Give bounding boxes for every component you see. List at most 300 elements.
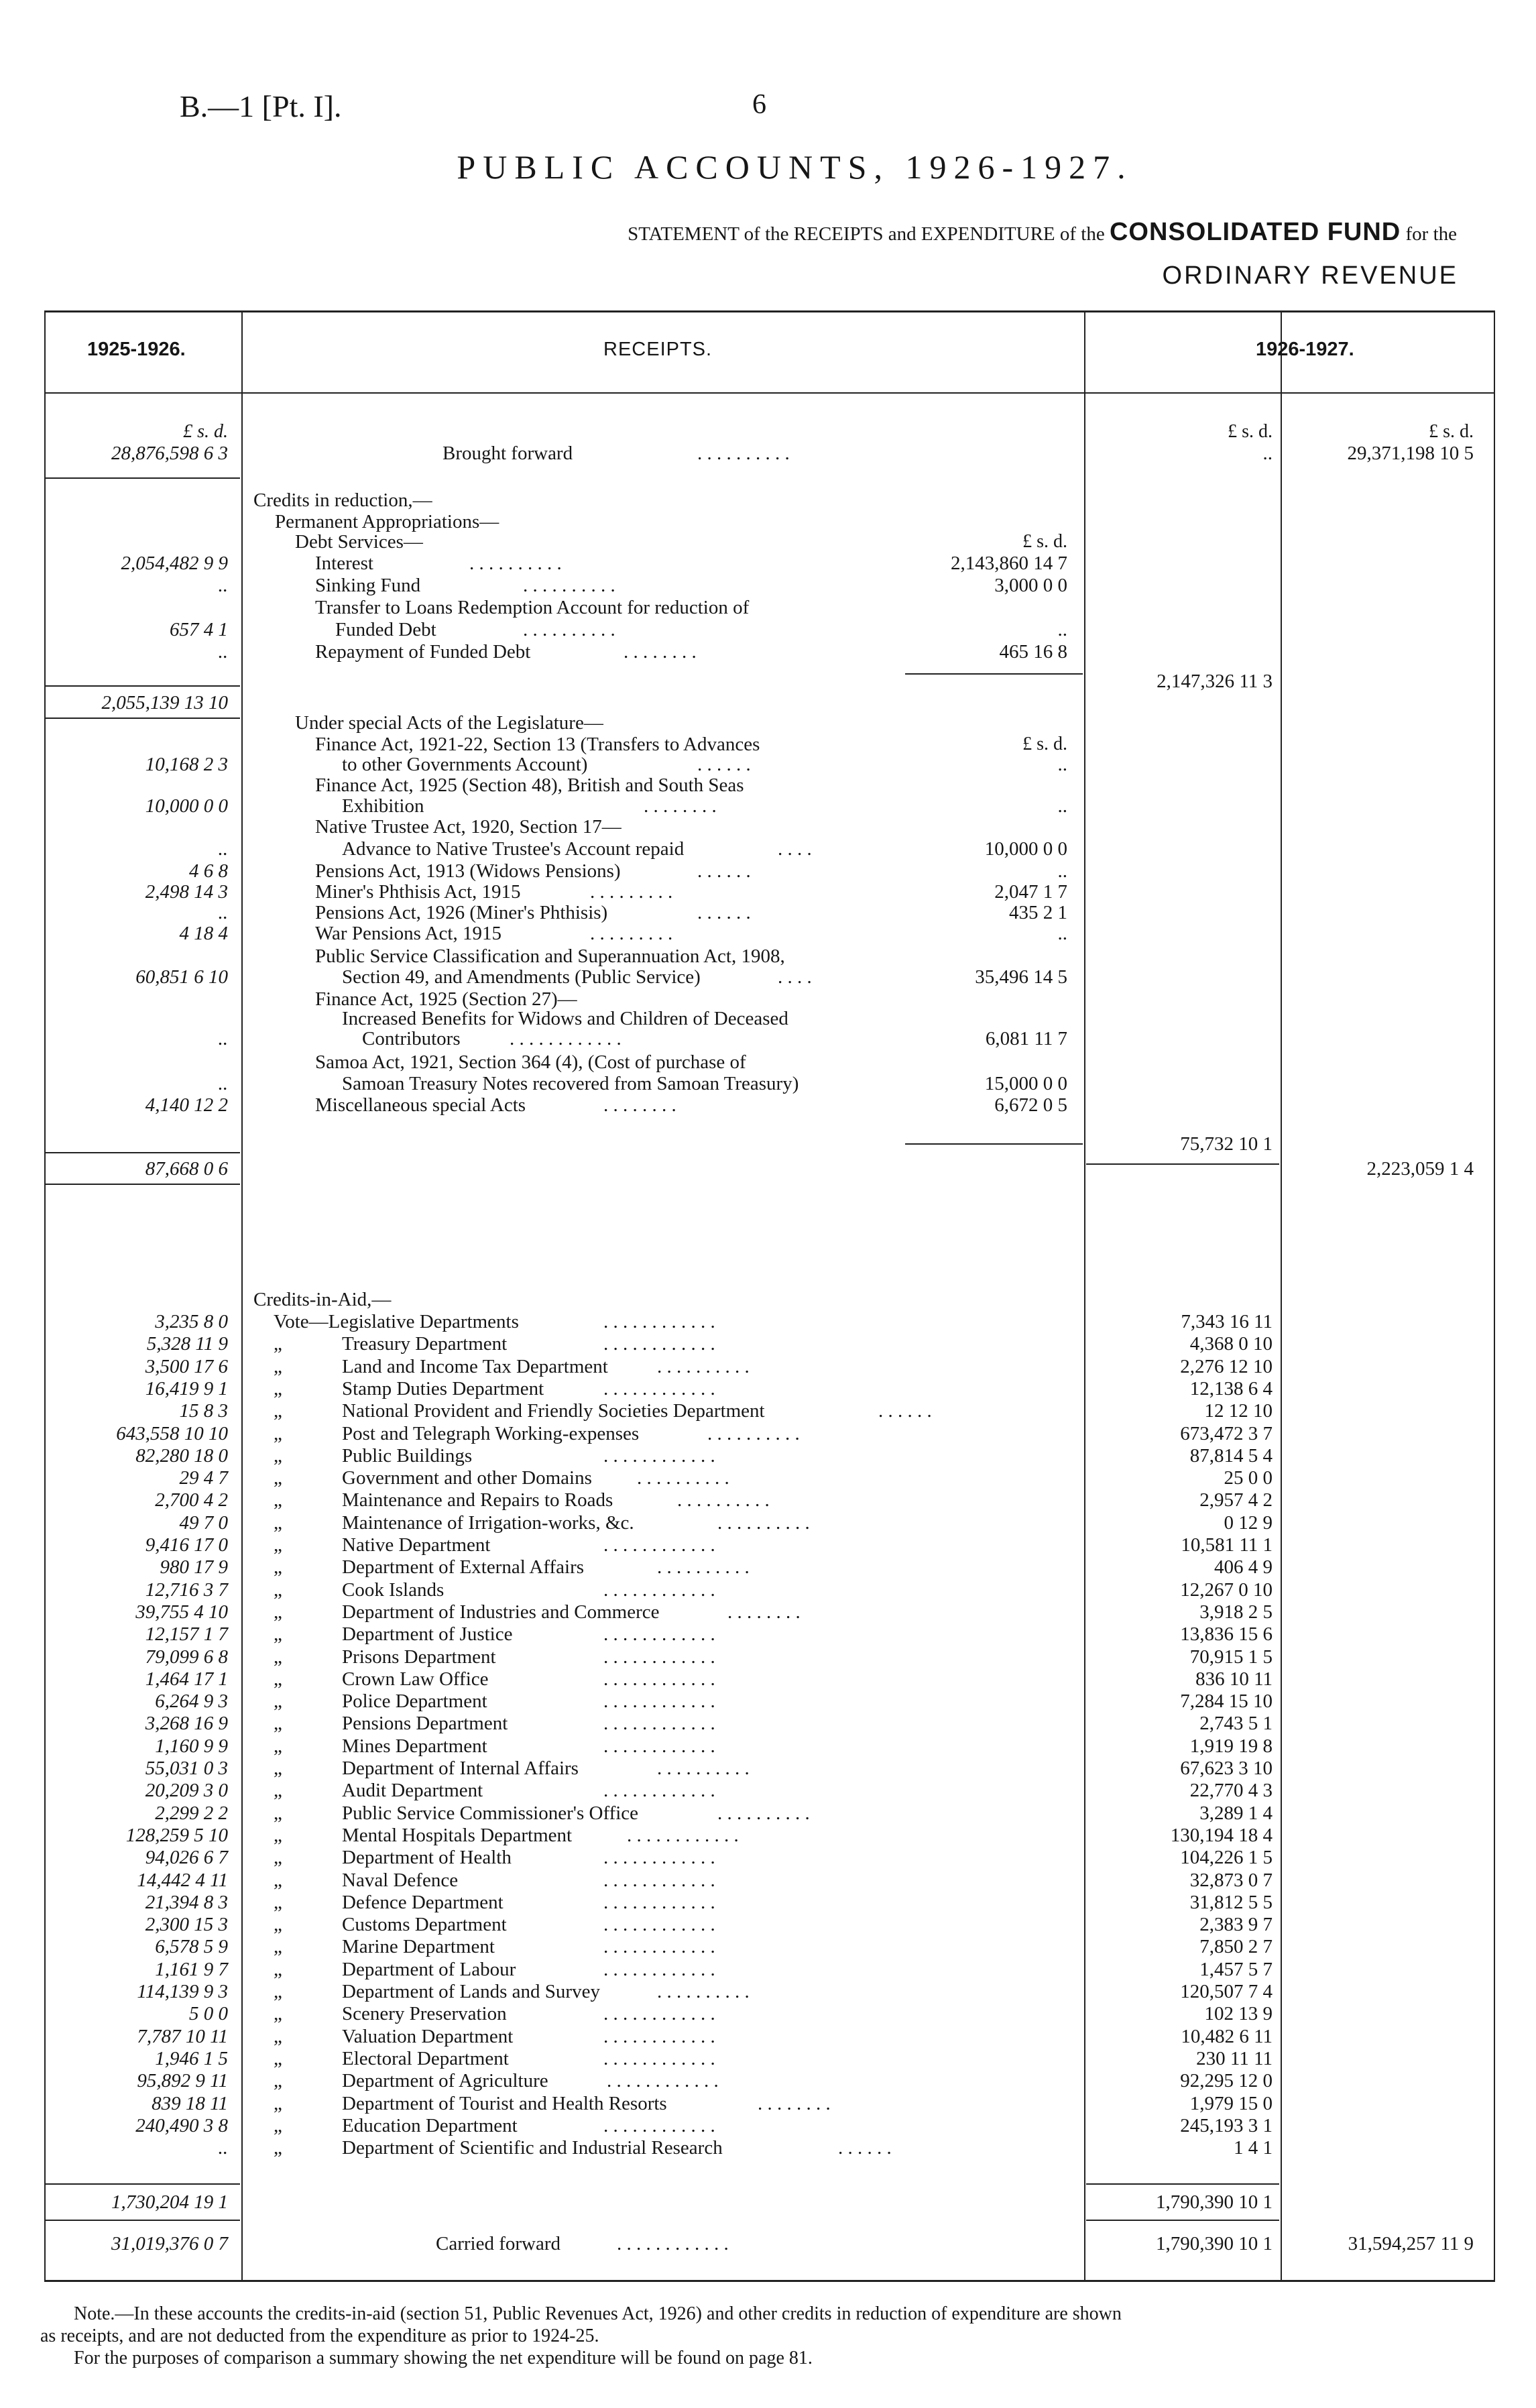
footnote-line-2: as receipts, and are not deducted from the expenditure as prior to 1924-25. (40, 2326, 599, 2346)
ditto-mark: „ (274, 1690, 282, 1713)
inner-amount: .. (1057, 619, 1067, 640)
prior-amount: 4 18 4 (179, 923, 228, 944)
ditto-mark: „ (274, 1377, 282, 1399)
table-row (0, 881, 1536, 903)
current-amount: 2,276 12 10 (1180, 1355, 1273, 1377)
prior-amount: 240,490 3 8 (135, 2114, 228, 2136)
current-amount: 1,979 15 0 (1189, 2092, 1273, 2114)
current-amount: 12,138 6 4 (1189, 1377, 1273, 1399)
table-row (0, 2115, 1536, 2136)
currency-unit-row (0, 421, 1536, 443)
leader-dots: . . . . . . . . . . (657, 1355, 750, 1377)
ditto-mark: „ (274, 1467, 282, 1489)
table-row (0, 1445, 1536, 1467)
statement-suffix: for the (1405, 223, 1457, 245)
ditto-mark: „ (274, 1668, 282, 1690)
inner-amount: .. (1057, 860, 1067, 882)
section1-subtotal-prior: 2,055,139 13 10 (101, 692, 228, 713)
prior-amount: 82,280 18 0 (135, 1444, 228, 1467)
section1-subtotal-row (0, 692, 1536, 713)
leader-dots: . . . . . . . . . . (717, 1802, 810, 1824)
ditto-mark: „ (274, 2092, 282, 2114)
item-label: Vote—Legislative Departments (274, 1311, 519, 1332)
ditto-mark: „ (274, 2047, 282, 2069)
item-label: National Provident and Friendly Societies Department (342, 1400, 765, 1422)
leader-dots: . . . . (778, 966, 812, 988)
leader-dots: . . . . . . (697, 754, 751, 775)
item-label: Cook Islands (342, 1579, 445, 1601)
item-label: Department of Lands and Survey (342, 1981, 600, 2002)
section-title (0, 490, 1536, 511)
ditto-mark: „ (274, 1601, 282, 1623)
prior-amount: 1,160 9 9 (155, 1735, 228, 1757)
current-amount: 1,457 5 7 (1199, 1958, 1273, 1980)
item-label: Scenery Preservation (342, 2003, 507, 2025)
prior-amount: 1,161 9 7 (155, 1958, 228, 1980)
prior-amount: 49 7 0 (179, 1511, 228, 1534)
table-row (0, 1556, 1536, 1578)
column-header-current-year: 1926-1927. (1256, 339, 1354, 360)
table-row (0, 1646, 1536, 1668)
leader-dots: . . . . . . . . . . . . (603, 1623, 715, 1646)
brought-forward-current: .. (1262, 443, 1273, 464)
ditto-mark: „ (274, 1400, 282, 1422)
item-label: Samoan Treasury Notes recovered from Samoan Treasury) (342, 1073, 799, 1094)
table-row (0, 775, 1536, 796)
item-label: Finance Act, 1921-22, Section 13 (Transfers to Advances (315, 734, 760, 755)
table-row (0, 1780, 1536, 1801)
current-amount: 245,193 3 1 (1180, 2114, 1273, 2136)
table-row (0, 1073, 1536, 1094)
inner-amount: 465 16 8 (999, 641, 1067, 663)
table-row (0, 2137, 1536, 2159)
prior-amount: 2,300 15 3 (145, 1914, 228, 1936)
ditto-mark: „ (274, 1489, 282, 1511)
current-amount: 1 4 1 (1234, 2137, 1273, 2159)
ditto-mark: „ (274, 1824, 282, 1846)
leader-dots: . . . . . . . . . . (637, 1467, 729, 1489)
section2-total: 2,223,059 1 4 (1366, 1158, 1474, 1180)
carried-forward-prior: 31,019,376 0 7 (111, 2233, 228, 2254)
table-row (0, 988, 1536, 1010)
leader-dots: . . . . . . . . . . . . (603, 1713, 715, 1735)
item-label: Maintenance and Repairs to Roads (342, 1489, 613, 1511)
item-label: Prisons Department (342, 1646, 496, 1668)
table-row (0, 1802, 1536, 1824)
ditto-mark: „ (274, 1802, 282, 1824)
leader-dots: . . . . . . (878, 1400, 932, 1422)
ditto-mark: „ (274, 1444, 282, 1467)
item-label: Naval Defence (342, 1869, 459, 1891)
table-row (0, 2048, 1536, 2069)
table-row (0, 1981, 1536, 2002)
prior-amount: 2,700 4 2 (155, 1489, 228, 1511)
prior-amount: 4,140 12 2 (145, 1094, 228, 1116)
table-row (0, 1512, 1536, 1534)
table-row (0, 1601, 1536, 1623)
inner-amount: 6,081 11 7 (985, 1028, 1067, 1049)
item-label: Defence Department (342, 1891, 504, 1913)
carried-forward-label: Carried forward (436, 2233, 560, 2254)
section2-title: Under special Acts of the Legislature— (295, 712, 603, 734)
item-label: to other Governments Account) (342, 754, 588, 775)
item-label: Increased Benefits for Widows and Children of Deceased (342, 1008, 788, 1029)
table-row (0, 1311, 1536, 1332)
brought-forward-prior: 28,876,598 6 3 (111, 443, 228, 464)
item-label: Post and Telegraph Working-expenses (342, 1422, 640, 1444)
prior-amount: 3,500 17 6 (145, 1355, 228, 1377)
item-label: Miner's Phthisis Act, 1915 (315, 881, 521, 903)
table-row (0, 1579, 1536, 1601)
item-label: Stamp Duties Department (342, 1377, 544, 1399)
leader-dots: . . . . . . . . . . . . (603, 2114, 715, 2136)
current-amount: 22,770 4 3 (1189, 1780, 1273, 1802)
inner-amount: 6,672 0 5 (994, 1094, 1067, 1116)
table-row (0, 734, 1536, 755)
prior-amount: 9,416 17 0 (145, 1534, 228, 1556)
ditto-mark: „ (274, 1534, 282, 1556)
section1-title: Credits in reduction,— (253, 490, 432, 511)
leader-dots: . . . . (778, 838, 812, 860)
section1-group: Debt Services— (295, 531, 423, 553)
ditto-mark: „ (274, 2137, 282, 2159)
table-row (0, 619, 1536, 640)
prior-amount: 7,787 10 11 (137, 2025, 228, 2047)
item-label: Sinking Fund (315, 575, 421, 596)
current-amount: 3,289 1 4 (1199, 1802, 1273, 1824)
prior-amount: .. (218, 1028, 228, 1049)
item-label: Native Department (342, 1534, 491, 1556)
item-label: Land and Income Tax Department (342, 1355, 608, 1377)
leader-dots: . . . . . . . . (603, 1094, 676, 1116)
item-label: Audit Department (342, 1780, 483, 1802)
table-row (0, 2026, 1536, 2047)
table-row (0, 1825, 1536, 1846)
item-label: Miscellaneous special Acts (315, 1094, 526, 1116)
current-amount: 32,873 0 7 (1189, 1869, 1273, 1891)
current-amount: 836 10 11 (1195, 1668, 1273, 1690)
table-row (0, 1356, 1536, 1377)
inner-unit: £ s. d. (1022, 734, 1067, 754)
leader-dots: . . . . . . . . . . (707, 1422, 800, 1444)
leader-dots: . . . . . . . . . . . . (603, 1444, 715, 1467)
ditto-mark: „ (274, 1333, 282, 1355)
ditto-mark: „ (274, 1579, 282, 1601)
prior-amount: 14,442 4 11 (137, 1869, 228, 1891)
leader-dots: . . . . . . . . . . . . (603, 1847, 715, 1869)
leader-dots: . . . . . . . . (624, 641, 697, 663)
section1-subtitle: Permanent Appropriations— (275, 511, 499, 532)
item-label: War Pensions Act, 1915 (315, 923, 501, 944)
leader-dots: . . . . . . . . . . . . (627, 1824, 739, 1846)
rule-current (1086, 1163, 1279, 1165)
inner-amount: .. (1057, 795, 1067, 817)
leader-dots: . . . . . . . . . . . . (510, 1028, 622, 1049)
table-row (0, 1690, 1536, 1712)
item-label: Department of Health (342, 1847, 512, 1869)
table-row (0, 1870, 1536, 1891)
inner-amount: .. (1057, 754, 1067, 775)
section2-subtotal-prior: 87,668 0 6 (145, 1158, 228, 1180)
prior-amount: 643,558 10 10 (116, 1422, 228, 1444)
footnote-line-3: For the purposes of comparison a summary showing the net expenditure will be found on page 81. (74, 2348, 813, 2368)
leader-dots: . . . . . . . . . . . . (603, 1914, 715, 1936)
ditto-mark: „ (274, 1646, 282, 1668)
table-row (0, 1333, 1536, 1355)
prior-amount: 20,209 3 0 (145, 1780, 228, 1802)
table-row (0, 1713, 1536, 1734)
rule-current (1086, 2183, 1279, 2185)
prior-amount: 114,139 9 3 (137, 1981, 228, 2002)
current-amount: 230 11 11 (1196, 2047, 1273, 2069)
leader-dots: . . . . . . . . . . . . (603, 1579, 715, 1601)
ditto-mark: „ (274, 2025, 282, 2047)
leader-dots: . . . . . . (697, 860, 751, 882)
item-label: Mental Hospitals Department (342, 1824, 573, 1846)
rule-prior (46, 1152, 240, 1153)
prior-amount: .. (218, 838, 228, 860)
ditto-mark: „ (274, 2070, 282, 2092)
column-header-prior-year: 1925-1926. (87, 339, 186, 360)
item-label: Pensions Act, 1926 (Miner's Phthisis) (315, 902, 608, 923)
leader-dots: . . . . . . . . . . (657, 1556, 750, 1579)
current-amount: 31,812 5 5 (1189, 1891, 1273, 1913)
prior-amount: .. (218, 2137, 228, 2159)
leader-dots: . . . . . . . . . . . . (603, 1333, 715, 1355)
prior-amount: 15 8 3 (179, 1400, 228, 1422)
leader-dots: . . . . . . . . . . . . (603, 2025, 715, 2047)
leader-dots: . . . . . . . . . . (523, 575, 615, 596)
table-row (0, 923, 1536, 944)
table-row (0, 2003, 1536, 2024)
item-label: Electoral Department (342, 2047, 509, 2069)
rule-prior (46, 2220, 240, 2221)
ditto-mark: „ (274, 1914, 282, 1936)
item-label: Department of Industries and Commerce (342, 1601, 660, 1623)
ditto-mark: „ (274, 1958, 282, 1980)
inner-amount: 10,000 0 0 (984, 838, 1067, 860)
rule-prior (46, 2183, 240, 2185)
table-header-rule (44, 392, 1495, 394)
item-label: Public Service Classification and Superannuation Act, 1908, (315, 945, 785, 967)
brought-forward-label: Brought forward (442, 443, 573, 464)
prior-amount: 39,755 4 10 (135, 1601, 228, 1623)
table-row (0, 1914, 1536, 1935)
item-label: Pensions Act, 1913 (Widows Pensions) (315, 860, 621, 882)
leader-dots: . . . . . . . . . . . . (603, 1311, 715, 1332)
prior-amount: 79,099 6 8 (145, 1646, 228, 1668)
item-label: Valuation Department (342, 2025, 514, 2047)
item-label: Department of Scientific and Industrial Research (342, 2137, 723, 2159)
leader-dots: . . . . . . . . . . . . (603, 1891, 715, 1913)
leader-dots: . . . . . . . . (644, 795, 717, 817)
section-title (0, 712, 1536, 734)
current-amount: 0 12 9 (1224, 1511, 1273, 1534)
inner-unit: £ s. d. (1022, 531, 1067, 552)
table-row (0, 1489, 1536, 1511)
table-row (0, 1400, 1536, 1422)
item-label: Public Buildings (342, 1444, 473, 1467)
table-row (0, 860, 1536, 882)
current-amount: 104,226 1 5 (1180, 1847, 1273, 1869)
section1-subtotal-current: 2,147,326 11 3 (1157, 671, 1273, 692)
prior-amount: 95,892 9 11 (137, 2070, 228, 2092)
inner-amount: 2,047 1 7 (994, 881, 1067, 903)
current-amount: 673,472 3 7 (1180, 1422, 1273, 1444)
table-row (0, 754, 1536, 775)
footnote-line-1: Note.—In these accounts the credits-in-aid (section 51, Public Revenues Act, 1926) and other credits in reduction of expenditure are shown (74, 2303, 1122, 2324)
item-label: Crown Law Office (342, 1668, 489, 1690)
prior-amount: 12,716 3 7 (145, 1579, 228, 1601)
table-row (0, 795, 1536, 817)
item-label: Marine Department (342, 1936, 495, 1958)
prior-amount: 16,419 9 1 (145, 1377, 228, 1399)
document-reference: B.—1 [Pt. I]. (180, 89, 342, 123)
table-row (0, 2093, 1536, 2114)
current-amount: 130,194 18 4 (1170, 1824, 1273, 1846)
table-bottom-rule (44, 2280, 1495, 2282)
leader-dots: . . . . . . . . . . . . (603, 1646, 715, 1668)
item-label: Repayment of Funded Debt (315, 641, 531, 663)
rule-prior (46, 1184, 240, 1185)
item-label: Department of Tourist and Health Resorts (342, 2092, 667, 2114)
section3-title: Credits-in-Aid,— (253, 1289, 392, 1310)
item-label: Maintenance of Irrigation-works, &c. (342, 1511, 634, 1534)
prior-amount: 4 6 8 (189, 860, 228, 882)
brought-forward-total: 29,371,198 10 5 (1347, 443, 1474, 464)
table-row (0, 1534, 1536, 1556)
prior-unit: £ s. d. (183, 421, 228, 442)
table-row (0, 966, 1536, 988)
leader-dots: . . . . . . . . . . . . (603, 1534, 715, 1556)
leader-dots: . . . . . . . . (758, 2092, 831, 2114)
item-label: Department of Agriculture (342, 2070, 548, 2092)
prior-amount: 94,026 6 7 (145, 1847, 228, 1869)
section3-subtotal-row (0, 2191, 1536, 2213)
table-row (0, 1959, 1536, 1980)
item-label: Funded Debt (335, 619, 436, 640)
table-row (0, 1668, 1536, 1690)
item-label: Native Trustee Act, 1920, Section 17— (315, 816, 622, 838)
prior-amount: .. (218, 641, 228, 663)
leader-dots: . . . . . . . . . . (717, 1511, 810, 1534)
table-top-rule (44, 310, 1495, 312)
item-label: Customs Department (342, 1914, 507, 1936)
item-label: Samoa Act, 1921, Section 364 (4), (Cost of purchase of (315, 1051, 746, 1073)
rule-prior (46, 477, 240, 479)
item-label: Treasury Department (342, 1333, 508, 1355)
table-row (0, 1028, 1536, 1049)
ditto-mark: „ (274, 1936, 282, 1958)
current-amount: 25 0 0 (1224, 1467, 1273, 1489)
item-label: Department of Justice (342, 1623, 513, 1646)
table-row (0, 902, 1536, 923)
table-row (0, 945, 1536, 967)
table-row (0, 1735, 1536, 1757)
ditto-mark: „ (274, 1780, 282, 1802)
group-heading (0, 531, 1536, 553)
rule-current (1086, 2220, 1279, 2221)
prior-amount: 128,259 5 10 (125, 1824, 228, 1846)
prior-amount: 657 4 1 (170, 619, 228, 640)
leader-dots: . . . . . . . . . . . . (603, 1377, 715, 1399)
prior-amount: 1,464 17 1 (145, 1668, 228, 1690)
carried-forward-total: 31,594,257 11 9 (1348, 2233, 1474, 2254)
section3-subtotal-prior: 1,730,204 19 1 (111, 2191, 228, 2213)
table-row (0, 641, 1536, 663)
item-label: Police Department (342, 1690, 487, 1713)
leader-dots: . . . . . . . . . . . . (617, 2233, 729, 2254)
ditto-mark: „ (274, 2114, 282, 2136)
section1-subtotal-current-row (0, 671, 1536, 692)
table-row (0, 1467, 1536, 1489)
leader-dots: . . . . . . . . . . . . (603, 1936, 715, 1958)
leader-dots: . . . . . . . . (727, 1601, 801, 1623)
current-amount: 12 12 10 (1204, 1400, 1273, 1422)
prior-amount: 5 0 0 (189, 2003, 228, 2025)
page-number: 6 (752, 89, 766, 120)
current-amount: 87,814 5 4 (1189, 1444, 1273, 1467)
current-amount: 13,836 15 6 (1180, 1623, 1273, 1646)
statement-heading (628, 218, 1457, 247)
leader-dots: . . . . . . . . . . . . (603, 1690, 715, 1713)
item-label: Finance Act, 1925 (Section 48), British and South Seas (315, 775, 744, 796)
prior-amount: 6,264 9 3 (155, 1690, 228, 1713)
table-row (0, 1892, 1536, 1913)
table-row (0, 553, 1536, 574)
table-row (0, 1094, 1536, 1116)
leader-dots: . . . . . . (838, 2137, 892, 2159)
leader-dots: . . . . . . . . . (590, 923, 673, 944)
leader-dots: . . . . . . . . . . . . (603, 1668, 715, 1690)
prior-amount: 980 17 9 (160, 1556, 228, 1579)
current-amount: 2,743 5 1 (1199, 1713, 1273, 1735)
ditto-mark: „ (274, 1422, 282, 1444)
current-amount: 7,284 15 10 (1180, 1690, 1273, 1713)
current-amount: 7,850 2 7 (1199, 1936, 1273, 1958)
table-row (0, 1008, 1536, 1029)
item-label: Department of Internal Affairs (342, 1758, 579, 1779)
current-amount: 406 4 9 (1214, 1556, 1273, 1579)
table-row (0, 2070, 1536, 2091)
current-amount: 1,919 19 8 (1189, 1735, 1273, 1757)
inner-amount: 3,000 0 0 (994, 575, 1067, 596)
ditto-mark: „ (274, 1713, 282, 1735)
leader-dots: . . . . . . (697, 902, 751, 923)
prior-amount: 10,000 0 0 (145, 795, 228, 817)
current-amount: 10,482 6 11 (1181, 2025, 1273, 2047)
leader-dots: . . . . . . . . . . (697, 443, 790, 464)
ditto-mark: „ (274, 1556, 282, 1579)
prior-amount: 2,054,482 9 9 (121, 553, 228, 574)
current-amount: 2,383 9 7 (1199, 1914, 1273, 1936)
item-label: Public Service Commissioner's Office (342, 1802, 639, 1824)
current-amount: 92,295 12 0 (1180, 2070, 1273, 2092)
prior-amount: 3,235 8 0 (155, 1311, 228, 1332)
item-label: Mines Department (342, 1735, 487, 1757)
fund-name: CONSOLIDATED FUND (1109, 218, 1401, 246)
total-unit: £ s. d. (1429, 421, 1474, 442)
ditto-mark: „ (274, 1511, 282, 1534)
section-title (0, 1289, 1536, 1310)
table-row (0, 1423, 1536, 1444)
item-label: Pensions Department (342, 1713, 508, 1735)
prior-amount: .. (218, 575, 228, 596)
table-row (0, 816, 1536, 838)
current-amount: 70,915 1 5 (1189, 1646, 1273, 1668)
prior-amount: 55,031 0 3 (145, 1758, 228, 1779)
leader-dots: . . . . . . . . . . . . (603, 2047, 715, 2069)
